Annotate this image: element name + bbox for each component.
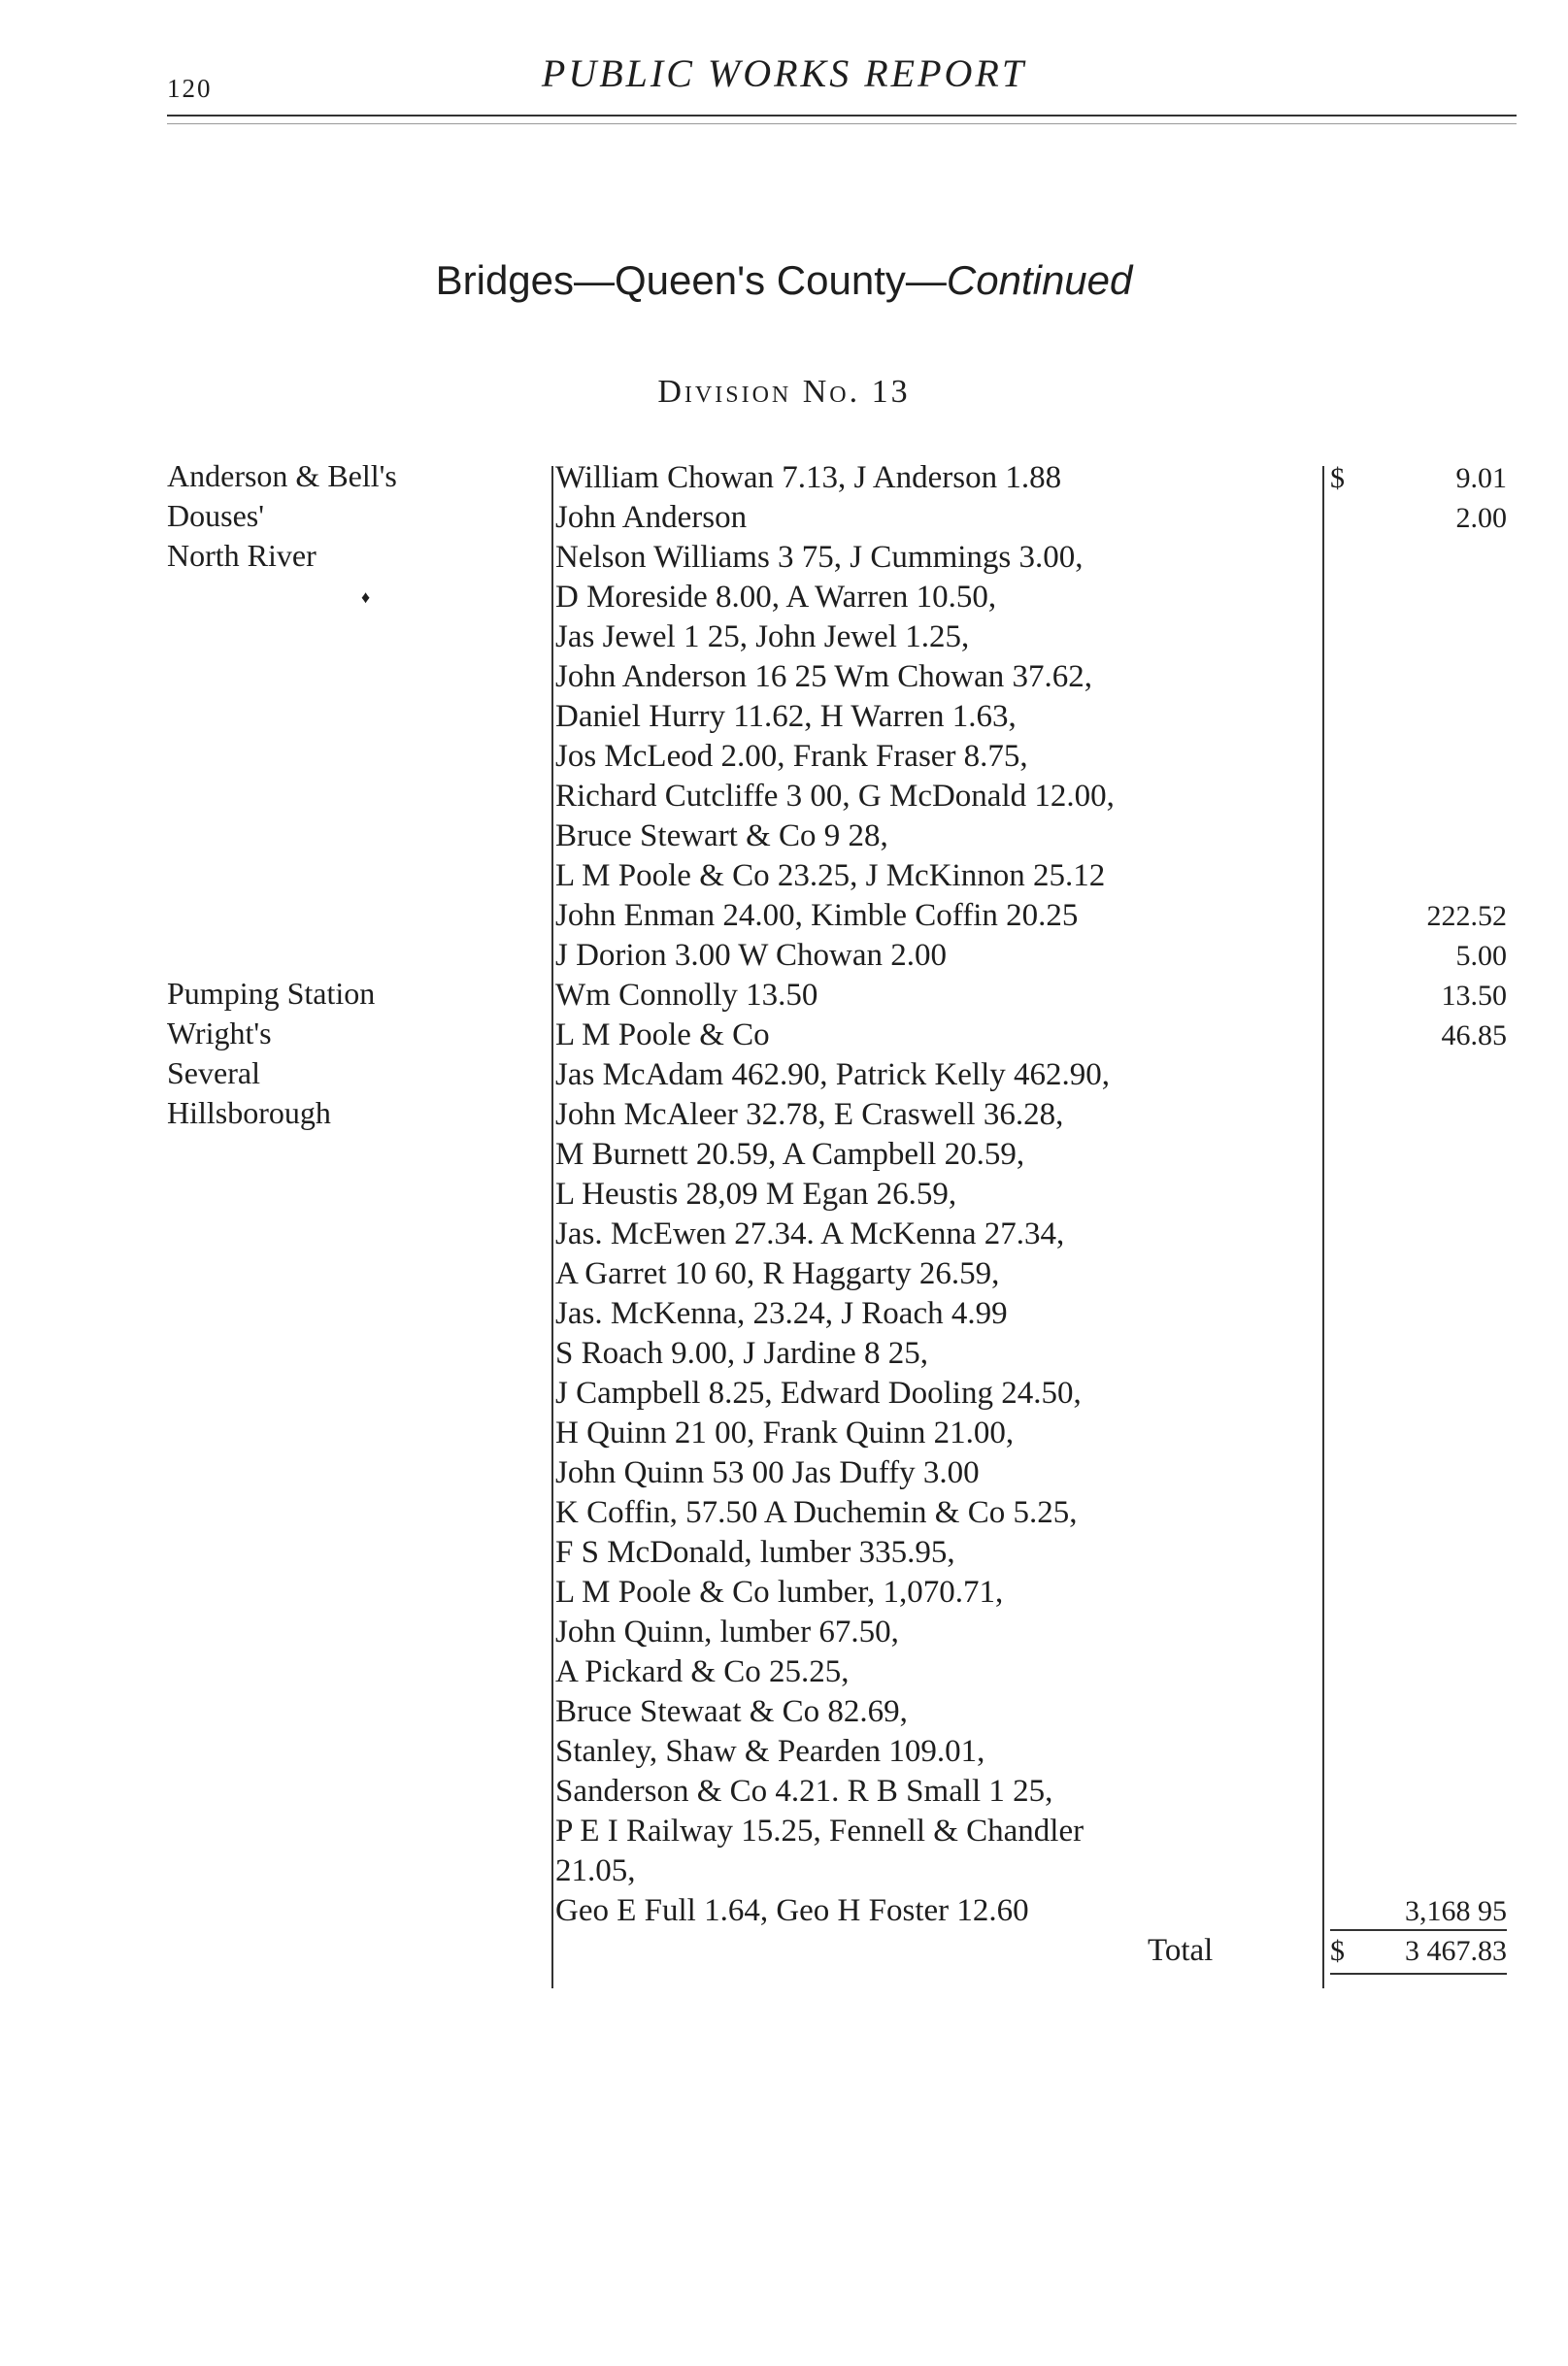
entry-line: Wm Connolly 13.50 <box>555 978 818 1013</box>
entry-line: Jas McAdam 462.90, Patrick Kelly 462.90, <box>555 1057 1111 1092</box>
entry-line: Jas. McKenna, 23.24, J Roach 4.99 <box>555 1296 1008 1331</box>
amount-value: 46.85 <box>1441 1019 1507 1051</box>
entry-line: Bruce Stewaat & Co 82.69, <box>555 1694 908 1729</box>
total-rule <box>1330 1973 1507 1975</box>
entry-line: J Campbell 8.25, Edward Dooling 24.50, <box>555 1376 1082 1411</box>
entry-line: Geo E Full 1.64, Geo H Foster 12.60 <box>555 1893 1029 1928</box>
entry-line: F S McDonald, lumber 335.95, <box>555 1535 955 1570</box>
section-title-continued: Continued <box>946 257 1133 303</box>
amount-column-rule <box>1322 466 1324 1988</box>
amount-value: 3,168 95 <box>1405 1895 1507 1927</box>
section-title-main: Bridges—Queen's County— <box>435 257 947 303</box>
entry-line: Jas. McEwen 27.34. A McKenna 27.34, <box>555 1216 1065 1251</box>
location-label: Hillsborough <box>167 1095 331 1130</box>
entry-line: Jos McLeod 2.00, Frank Fraser 8.75, <box>555 739 1028 774</box>
entry-line: John Anderson <box>555 500 748 535</box>
entry-line: Richard Cutcliffe 3 00, G McDonald 12.00, <box>555 779 1115 814</box>
total-label: Total <box>1148 1933 1214 1968</box>
entry-line: L M Poole & Co 23.25, J McKinnon 25.12 <box>555 858 1106 893</box>
amount-value: 222.52 <box>1426 900 1507 932</box>
entry-line: John Quinn 53 00 Jas Duffy 3.00 <box>555 1455 980 1490</box>
entry-line: P E I Railway 15.25, Fennell & Chandler <box>555 1814 1084 1849</box>
total-amount: 3 467.83 <box>1405 1935 1507 1967</box>
entry-line: H Quinn 21 00, Frank Quinn 21.00, <box>555 1416 1015 1450</box>
entry-line: D Moreside 8.00, A Warren 10.50, <box>555 580 997 615</box>
entry-line: Nelson Williams 3 75, J Cummings 3.00, <box>555 540 1084 575</box>
location-label: Pumping Station <box>167 976 376 1011</box>
entry-line: Stanley, Shaw & Pearden 109.01, <box>555 1734 985 1769</box>
location-label: North River <box>167 538 317 573</box>
entry-line: Daniel Hurry 11.62, H Warren 1.63, <box>555 699 1017 734</box>
entry-line: John Quinn, lumber 67.50, <box>555 1615 899 1650</box>
ledger-vertical-rule <box>551 466 553 1988</box>
entry-line: J Dorion 3.00 W Chowan 2.00 <box>555 938 948 973</box>
bullet-mark: ♦ <box>361 587 371 607</box>
amount-value: 13.50 <box>1441 980 1507 1012</box>
entry-line: William Chowan 7.13, J Anderson 1.88 <box>555 460 1062 495</box>
amount-value: 9.01 <box>1455 462 1507 494</box>
entry-line: M Burnett 20.59, A Campbell 20.59, <box>555 1137 1025 1172</box>
entry-line: John McAleer 32.78, E Craswell 36.28, <box>555 1097 1064 1132</box>
page-header <box>0 50 1568 118</box>
page-number: 120 <box>167 74 213 103</box>
header-rule <box>167 115 1517 117</box>
header-rule-thin <box>167 123 1517 124</box>
entry-line: A Pickard & Co 25.25, <box>555 1654 850 1689</box>
entry-line: L M Poole & Co <box>555 1017 770 1052</box>
location-label: Douses' <box>167 498 264 533</box>
entry-line: A Garret 10 60, R Haggarty 26.59, <box>555 1256 1000 1291</box>
dollar-sign: $ <box>1330 462 1345 494</box>
amount-value: 5.00 <box>1455 940 1507 972</box>
total-dollar-sign: $ <box>1330 1935 1345 1967</box>
running-title: PUBLIC WORKS REPORT <box>541 51 1027 95</box>
location-label: Several <box>167 1055 260 1090</box>
section-title <box>0 257 1568 304</box>
entry-line: Jas Jewel 1 25, John Jewel 1.25, <box>555 619 970 654</box>
amount-value: 2.00 <box>1455 502 1507 534</box>
entry-line: L Heustis 28,09 M Egan 26.59, <box>555 1177 957 1212</box>
entry-line: S Roach 9.00, J Jardine 8 25, <box>555 1336 929 1371</box>
entry-line: John Enman 24.00, Kimble Coffin 20.25 <box>555 898 1079 933</box>
entry-line: Sanderson & Co 4.21. R B Small 1 25, <box>555 1774 1053 1809</box>
entry-line: John Anderson 16 25 Wm Chowan 37.62, <box>555 659 1093 694</box>
entry-line: Bruce Stewart & Co 9 28, <box>555 818 888 853</box>
entry-line: 21.05, <box>555 1853 636 1888</box>
location-label: Wright's <box>167 1016 272 1050</box>
subtotal-rule <box>1330 1929 1507 1931</box>
entry-line: K Coffin, 57.50 A Duchemin & Co 5.25, <box>555 1495 1078 1530</box>
entry-line: L M Poole & Co lumber, 1,070.71, <box>555 1575 1004 1610</box>
division-heading: Division No. 13 <box>657 374 911 410</box>
location-label: Anderson & Bell's <box>167 458 397 493</box>
